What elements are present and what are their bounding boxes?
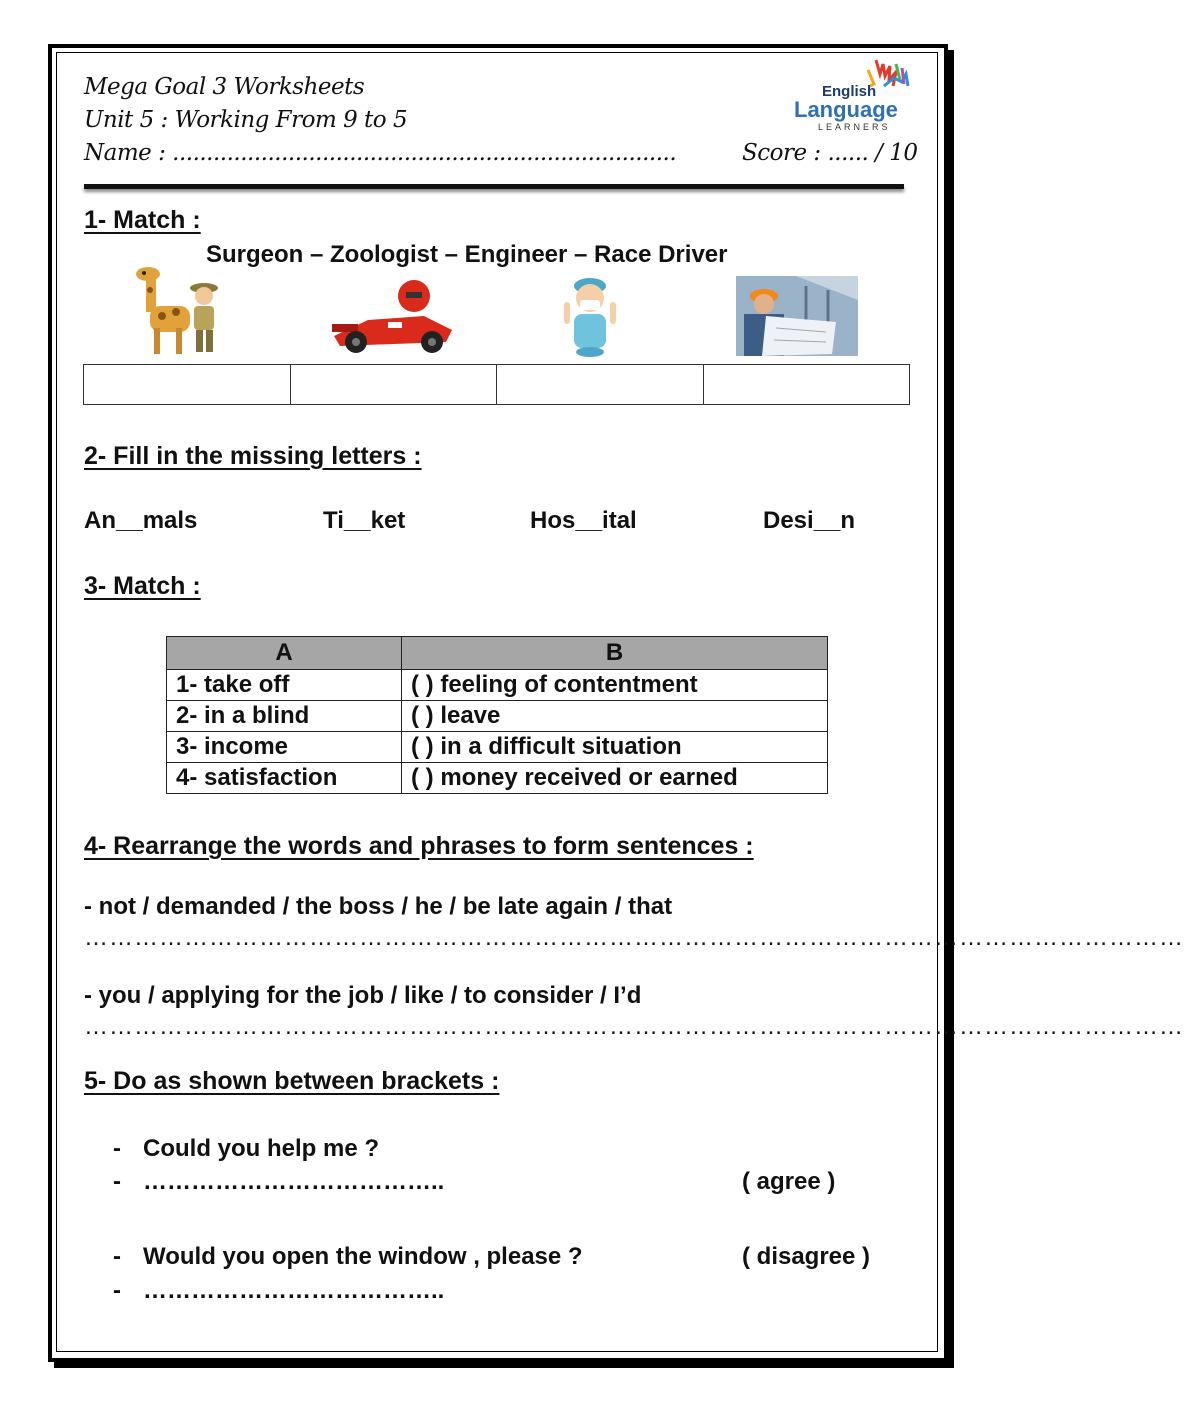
table-row [167,732,828,763]
bullet: - [113,1277,121,1304]
table-row [167,701,828,732]
matching-table [166,636,828,794]
logo-text-learners: LEARNERS [818,122,891,132]
english-language-learners-logo [790,56,920,134]
missing-letter-word-3: Hos__ital [530,507,637,534]
surgeon-image [560,272,620,358]
answer-box-3[interactable] [497,365,704,405]
answer-box-1[interactable] [84,365,291,405]
section-1-title: 1- Match : [84,206,201,234]
prompt-2: Would you open the window , please ? [143,1243,583,1270]
instruction-agree: ( agree ) [742,1168,836,1195]
column-b-header: B [402,637,828,670]
missing-letter-word-1: An__mals [84,507,198,534]
column-b-cell[interactable]: ( ) feeling of contentment [402,670,828,701]
section-2-title: 2- Fill in the missing letters : [84,442,422,470]
column-b-cell[interactable]: ( ) money received or earned [402,763,828,794]
section-4-title: 4- Rearrange the words and phrases to form sentences : [84,832,754,860]
table-row [167,763,828,794]
section-3-title: 3- Match : [84,572,201,600]
match-answer-boxes [83,364,910,405]
logo-text-english: English [822,83,877,100]
answer-line-2[interactable]: …………………………………………………………………………………………………………………… [84,1013,1184,1040]
answer-box-4[interactable] [703,365,910,405]
worksheet-title: Mega Goal 3 Worksheets [84,74,365,100]
name-field[interactable]: Name : .......................................................................... [84,140,677,166]
missing-letter-word-2: Ti__ket [323,507,406,534]
bullet: - [113,1243,121,1270]
engineer-image [736,276,858,356]
answer-box-2[interactable] [290,365,497,405]
giraffe-zoologist-image [132,266,228,358]
column-a-cell: 1- take off [167,670,402,701]
logo-text-language: Language [794,97,898,122]
section-1-word-bank: Surgeon – Zoologist – Engineer – Race Driver [206,241,728,268]
missing-letter-word-4: Desi__n [763,507,856,534]
rearrange-sentence-2: - you / applying for the job / like / to consider / I’d [84,982,642,1009]
bullet: - [113,1168,121,1195]
column-a-cell: 4- satisfaction [167,763,402,794]
rearrange-sentence-1: - not / demanded / the boss / he / be late again / that [84,893,673,920]
column-a-header: A [167,637,402,670]
unit-title: Unit 5 : Working From 9 to 5 [84,107,408,133]
column-a-cell: 2- in a blind [167,701,402,732]
score-field: Score : ...... / 10 [742,140,918,166]
section-5-title: 5- Do as shown between brackets : [84,1067,500,1095]
instruction-disagree: ( disagree ) [742,1243,871,1270]
column-b-cell[interactable]: ( ) leave [402,701,828,732]
response-line-1[interactable]: ……………………………….. [143,1168,445,1195]
table-header-row [167,637,828,670]
bullet: - [113,1135,121,1162]
column-b-cell[interactable]: ( ) in a difficult situation [402,732,828,763]
table-row [167,670,828,701]
column-a-cell: 3- income [167,732,402,763]
header-divider [84,184,904,189]
prompt-1: Could you help me ? [143,1135,380,1162]
response-line-2[interactable]: ……………………………….. [143,1277,445,1304]
race-car-driver-image [328,274,458,358]
answer-line-1[interactable]: …………………………………………………………………………………………………………………… [84,924,1184,951]
